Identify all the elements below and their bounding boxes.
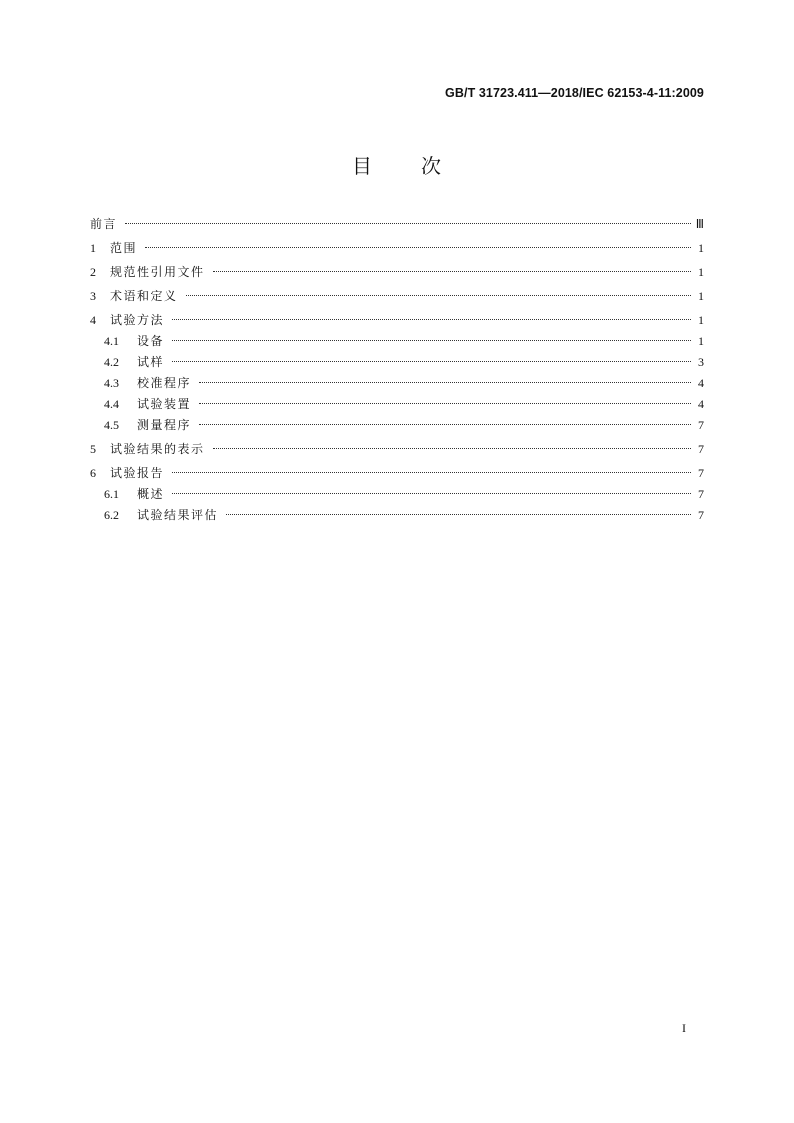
toc-leader-dots [172,319,691,320]
toc-entry-6[interactable] [90,463,704,483]
title-char-1: 目 [352,154,373,178]
toc-entry-label: 试验报告 [110,466,165,480]
toc-entry-label: 设备 [137,334,165,348]
toc-entry-number: 3 [90,289,96,303]
toc-entry-number: 1 [90,241,96,255]
toc-entry-label: 术语和定义 [110,289,178,303]
toc-entry-page: 7 [698,466,704,480]
toc-entry-label: 试验结果评估 [137,508,219,522]
toc-entry-4-4[interactable] [90,394,704,414]
standard-code: GB/T 31723.411—2018/IEC 62153-4-11:2009 [445,86,704,100]
toc-entry-page: 1 [698,313,704,327]
toc-entry-number: 4.1 [104,334,119,348]
toc-entry-6-2[interactable] [90,505,704,525]
toc-leader-dots [213,448,691,449]
toc-leader-dots [199,403,691,404]
toc-entry-label: 测量程序 [137,418,192,432]
toc-leader-dots [213,271,691,272]
toc-entry-2[interactable] [90,262,704,282]
toc-entry-4-2[interactable] [90,352,704,372]
toc-leader-dots [172,493,691,494]
toc-entry-number: 4.3 [104,376,119,390]
toc-entry-label: 试验方法 [110,313,165,327]
toc-entry-4[interactable] [90,310,704,330]
toc-entry-number: 4.4 [104,397,119,411]
table-of-contents [90,214,704,525]
toc-entry-number: 2 [90,265,96,279]
toc-entry-label: 范围 [110,241,138,255]
toc-entry-number: 4.2 [104,355,119,369]
page-title [0,150,794,179]
toc-entry-4-1[interactable] [90,331,704,351]
toc-entry-label: 校准程序 [137,376,192,390]
toc-entry-number: 4 [90,313,96,327]
toc-entry-number: 4.5 [104,418,119,432]
title-char-2: 次 [421,154,442,178]
toc-entry-number: 6 [90,466,96,480]
page-number: I [682,1021,686,1035]
toc-entry-page: 7 [698,442,704,456]
toc-entry-page: 7 [698,487,704,501]
toc-entry-6-1[interactable] [90,484,704,504]
toc-entry-number: 6.2 [104,508,119,522]
toc-leader-dots [172,472,691,473]
toc-leader-dots [125,223,691,224]
toc-leader-dots [172,361,691,362]
toc-entry-4-5[interactable] [90,415,704,435]
toc-entry-page: 7 [698,418,704,432]
toc-entry-1[interactable] [90,238,704,258]
toc-leader-dots [199,424,691,425]
toc-entry-number: 5 [90,442,96,456]
toc-entry-page: 7 [698,508,704,522]
toc-entry-page: 3 [698,355,704,369]
toc-entry-label: 试样 [137,355,165,369]
toc-leader-dots [145,247,691,248]
toc-leader-dots [199,382,691,383]
toc-entry-number: 6.1 [104,487,119,501]
toc-entry-label: 试验结果的表示 [110,442,205,456]
toc-entry-label: 试验装置 [137,397,192,411]
toc-entry-page: 1 [698,265,704,279]
toc-leader-dots [186,295,691,296]
toc-entry-3[interactable] [90,286,704,306]
toc-leader-dots [172,340,691,341]
toc-entry-page: 1 [698,241,704,255]
toc-entry-foreword[interactable] [90,214,704,234]
toc-entry-4-3[interactable] [90,373,704,393]
toc-entry-5[interactable] [90,439,704,459]
toc-entry-page: 4 [698,397,704,411]
toc-entry-label: 前言 [90,217,118,231]
toc-entry-page: 4 [698,376,704,390]
toc-entry-page: Ⅲ [695,217,704,231]
toc-leader-dots [226,514,691,515]
toc-entry-label: 规范性引用文件 [110,265,205,279]
toc-entry-label: 概述 [137,487,165,501]
toc-entry-page: 1 [698,334,704,348]
toc-entry-page: 1 [698,289,704,303]
